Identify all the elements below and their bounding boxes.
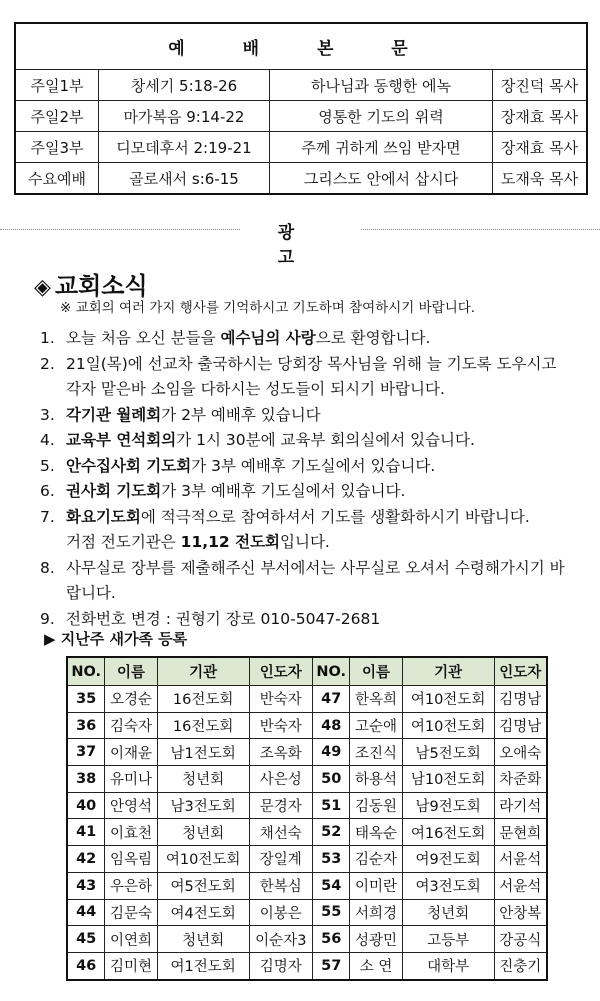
member-name: 임옥림 [105, 846, 157, 873]
news-item-highlight: 11,12 전도회 [180, 533, 281, 551]
news-item-highlight: 교육부 연석회의 [66, 431, 177, 449]
worship-sermon: 주께 귀하게 쓰임 받자면 [270, 132, 493, 163]
member-guide: 김명자 [249, 952, 313, 979]
column-header: 이름 [105, 657, 157, 686]
worship-service: 주일1부 [15, 70, 99, 101]
member-name: 서희경 [350, 899, 402, 926]
member-no: 43 [67, 872, 105, 899]
table-row [67, 686, 547, 713]
worship-sermon: 하나님과 동행한 에녹 [270, 70, 493, 101]
worship-sermon: 그리스도 안에서 삽시다 [270, 163, 493, 195]
news-item-text: 입니다. [280, 533, 330, 551]
news-item [40, 403, 570, 429]
news-item-text: 사무실로 장부를 제출해주신 부서에서는 사무실로 오셔서 수령해가시기 바랍니다. [66, 558, 565, 602]
member-guide: 사은성 [249, 766, 313, 793]
member-no: 57 [313, 952, 350, 979]
worship-row [15, 101, 587, 132]
member-guide: 문경자 [249, 792, 313, 819]
worship-service: 주일2부 [15, 101, 99, 132]
member-name: 이미란 [350, 872, 402, 899]
table-row [67, 872, 547, 899]
member-group: 16전도회 [157, 686, 249, 713]
member-group: 남1전도회 [157, 739, 249, 766]
worship-scripture: 골로새서 s:6-15 [99, 163, 270, 195]
news-item-text: 가 2부 예배후 있습니다 [161, 405, 321, 424]
news-item-highlight: 안수집사회 기도회 [66, 456, 192, 475]
member-name: 고순애 [350, 712, 402, 739]
announcements-title: 광 고 [240, 218, 360, 268]
member-no: 51 [313, 792, 350, 819]
member-no: 44 [67, 899, 105, 926]
member-no: 55 [313, 899, 350, 926]
member-no: 45 [67, 926, 105, 953]
member-name: 이연희 [105, 926, 157, 953]
registration-title: ▶ 지난주 새가족 등록 [44, 630, 188, 648]
column-header: 기관 [402, 657, 494, 686]
member-name: 김순자 [350, 846, 402, 873]
member-no: 48 [313, 712, 350, 739]
member-no: 47 [313, 686, 350, 713]
member-group: 남5전도회 [402, 739, 494, 766]
news-item [40, 454, 570, 480]
worship-preacher: 장재효 목사 [493, 132, 588, 163]
member-no: 35 [67, 686, 105, 713]
member-name: 한옥희 [350, 686, 402, 713]
column-header: 기관 [157, 657, 249, 686]
member-guide: 서윤석 [494, 846, 547, 873]
worship-service: 주일3부 [15, 132, 99, 163]
member-name: 김문숙 [105, 899, 157, 926]
member-group: 여3전도회 [402, 872, 494, 899]
news-item-text: 가 3부 예배후 기도실에서 있습니다. [191, 456, 436, 475]
member-group: 청년회 [157, 819, 249, 846]
news-item-highlight: 각기관 월례회 [66, 405, 162, 424]
worship-preacher: 장진덕 목사 [493, 70, 588, 101]
member-guide: 한복심 [249, 872, 313, 899]
worship-sermon: 영통한 기도의 위력 [270, 101, 493, 132]
news-item [40, 505, 570, 531]
news-item [40, 428, 570, 454]
table-row [67, 766, 547, 793]
member-name: 안영석 [105, 792, 157, 819]
worship-row [15, 163, 587, 195]
news-item-text: 으로 환영합니다. [315, 329, 431, 347]
member-guide: 장일계 [249, 846, 313, 873]
member-group: 여9전도회 [402, 846, 494, 873]
table-row [67, 846, 547, 873]
news-list [40, 326, 570, 632]
member-no: 50 [313, 766, 350, 793]
worship-service: 수요예배 [15, 163, 99, 195]
member-name: 유미나 [105, 766, 157, 793]
worship-scripture: 마가복음 9:14-22 [99, 101, 270, 132]
news-item-text: 가 3부 예배후 기도실에서 있습니다. [161, 482, 406, 500]
table-row [67, 926, 547, 953]
member-guide: 조옥화 [249, 739, 313, 766]
member-no: 49 [313, 739, 350, 766]
news-item-text: 가 1시 30분에 교육부 회의실에서 있습니다. [176, 431, 475, 449]
member-no: 38 [67, 766, 105, 793]
member-name: 오경순 [105, 686, 157, 713]
member-name: 소 연 [350, 952, 402, 979]
member-guide: 강공식 [494, 926, 547, 953]
new-members-table [66, 656, 548, 981]
member-guide: 김명남 [494, 686, 547, 713]
column-header: 이름 [350, 657, 402, 686]
worship-row [15, 132, 587, 163]
table-row [67, 792, 547, 819]
member-no: 52 [313, 819, 350, 846]
table-row [67, 739, 547, 766]
column-header: NO. [313, 657, 350, 686]
member-group: 남9전도회 [402, 792, 494, 819]
worship-row [15, 70, 587, 101]
news-item-text: 거점 전도기관은 [66, 533, 181, 551]
member-group: 여10전도회 [402, 686, 494, 713]
member-group: 여5전도회 [157, 872, 249, 899]
worship-scripture: 창세기 5:18-26 [99, 70, 270, 101]
news-item-number: 4. [40, 431, 55, 449]
news-item [40, 479, 570, 505]
member-no: 54 [313, 872, 350, 899]
table-row [67, 899, 547, 926]
table-row [67, 712, 547, 739]
member-guide: 문현희 [494, 819, 547, 846]
member-name: 우은하 [105, 872, 157, 899]
diamond-icon: ◈ [34, 275, 51, 300]
member-group: 청년회 [157, 926, 249, 953]
news-item-number: 5. [40, 456, 55, 475]
member-group: 여4전도회 [157, 899, 249, 926]
member-guide: 서윤석 [494, 872, 547, 899]
news-item [40, 530, 570, 556]
news-item-text: 오늘 처음 오신 분들을 [66, 329, 221, 347]
member-group: 여10전도회 [157, 846, 249, 873]
table-row [67, 952, 547, 979]
member-name: 이효천 [105, 819, 157, 846]
member-guide: 이순자3 [249, 926, 313, 953]
member-no: 42 [67, 846, 105, 873]
news-item [40, 352, 570, 403]
member-no: 41 [67, 819, 105, 846]
news-item-number: 3. [40, 405, 55, 424]
worship-preacher: 장재효 목사 [493, 101, 588, 132]
member-name: 이재윤 [105, 739, 157, 766]
member-guide: 오애숙 [494, 739, 547, 766]
member-guide: 김명남 [494, 712, 547, 739]
member-group: 남10전도회 [402, 766, 494, 793]
news-item [40, 326, 570, 352]
member-guide: 차준화 [494, 766, 547, 793]
news-item-highlight: 화요기도회 [66, 507, 141, 526]
member-group: 여10전도회 [402, 712, 494, 739]
member-guide: 반숙자 [249, 712, 313, 739]
worship-scripture: 디모데후서 2:19-21 [99, 132, 270, 163]
news-item-text: 21일(목)에 선교차 출국하시는 당회장 목사님을 위해 늘 기도록 도우시고 각자 맡은바 소임을 다하시는 성도들이 되시기 바랍니다. [66, 354, 557, 398]
news-item-number: 7. [40, 507, 55, 526]
member-group: 대학부 [402, 952, 494, 979]
member-group: 16전도회 [157, 712, 249, 739]
news-subtitle: ※ 교회의 여러 가지 행사를 기억하시고 기도하며 참여하시기 바랍니다. [60, 300, 476, 316]
news-item-number: 6. [40, 482, 55, 500]
member-name: 성광민 [350, 926, 402, 953]
news-item-text: 에 적극적으로 참여하셔서 기도를 생활화하시기 바랍니다. [140, 507, 530, 526]
news-item-highlight: 권사회 기도회 [66, 482, 162, 500]
member-group: 청년회 [157, 766, 249, 793]
news-title: 교회소식 [54, 272, 148, 300]
member-guide: 채선숙 [249, 819, 313, 846]
member-name: 하용석 [350, 766, 402, 793]
member-no: 36 [67, 712, 105, 739]
member-group: 고등부 [402, 926, 494, 953]
member-group: 여1전도회 [157, 952, 249, 979]
column-header: 인도자 [494, 657, 547, 686]
member-guide: 이봉은 [249, 899, 313, 926]
member-no: 37 [67, 739, 105, 766]
news-item-number: 1. [40, 329, 55, 347]
member-guide: 진충기 [494, 952, 547, 979]
member-no: 40 [67, 792, 105, 819]
news-item-highlight: 예수님의 사랑 [220, 329, 316, 347]
news-item-number: 9. [40, 609, 55, 628]
member-group: 남3전도회 [157, 792, 249, 819]
member-name: 김동원 [350, 792, 402, 819]
member-guide: 라기석 [494, 792, 547, 819]
member-group: 청년회 [402, 899, 494, 926]
worship-preacher: 도재욱 목사 [493, 163, 588, 195]
worship-title: 예 배 본 문 [15, 23, 587, 70]
news-item-number: 2. [40, 354, 55, 373]
member-no: 46 [67, 952, 105, 979]
member-no: 53 [313, 846, 350, 873]
member-name: 조진식 [350, 739, 402, 766]
member-name: 김미현 [105, 952, 157, 979]
table-row [67, 819, 547, 846]
member-name: 김숙자 [105, 712, 157, 739]
member-group: 여16전도회 [402, 819, 494, 846]
member-guide: 반숙자 [249, 686, 313, 713]
column-header: NO. [67, 657, 105, 686]
member-name: 태옥순 [350, 819, 402, 846]
news-item [40, 556, 570, 607]
worship-table [14, 22, 588, 195]
news-item-text: 전화번호 변경 : 권형기 장로 010-5047-2681 [66, 609, 381, 628]
news-item-number: 8. [40, 558, 55, 577]
column-header: 인도자 [249, 657, 313, 686]
member-guide: 안창복 [494, 899, 547, 926]
member-no: 56 [313, 926, 350, 953]
